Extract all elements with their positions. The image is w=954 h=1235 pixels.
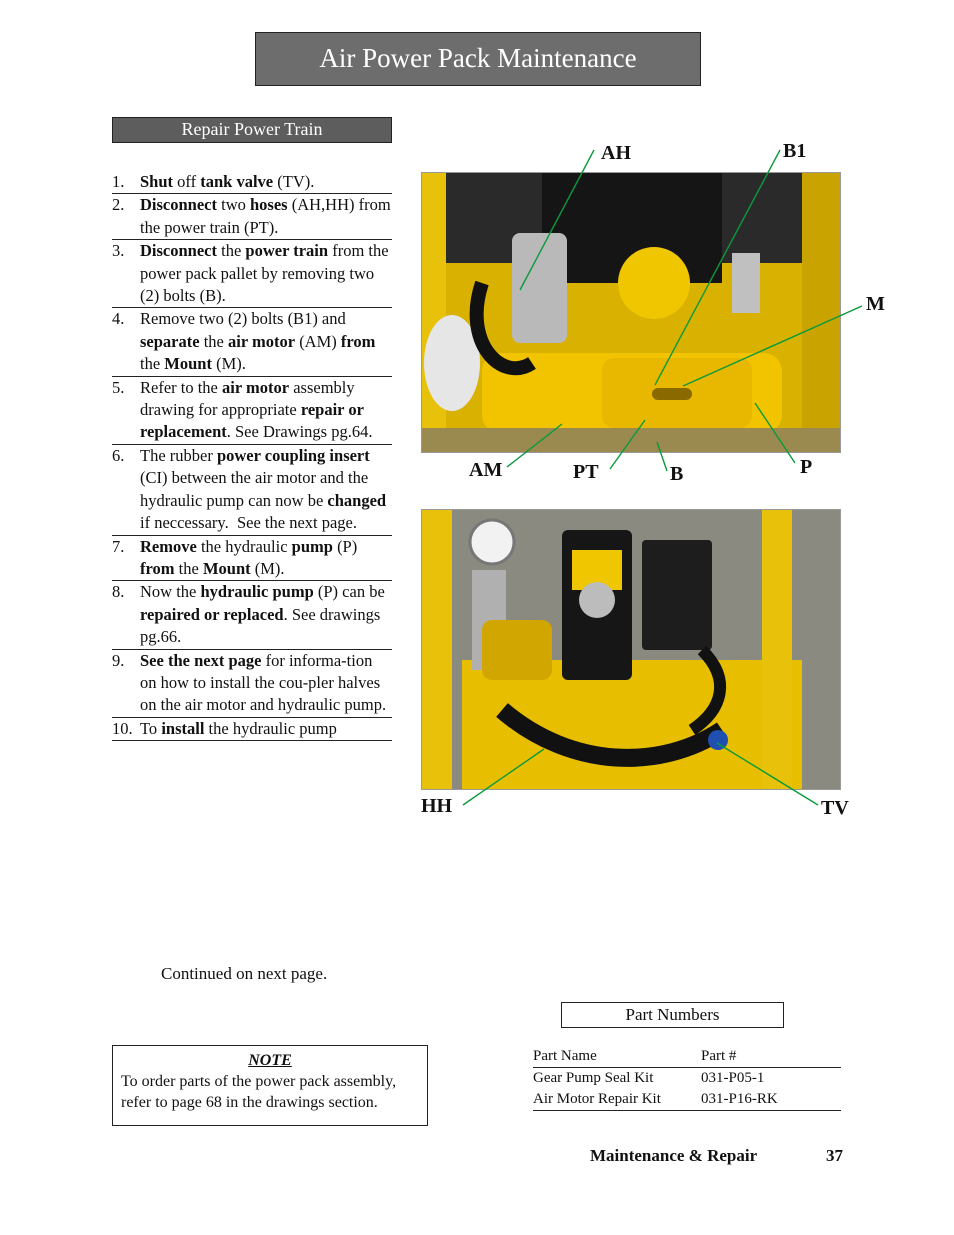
callout-am: AM: [469, 459, 503, 481]
step-text: Remove the hydraulic pump (P) from the Mount (M).: [140, 536, 358, 578]
step-number: 9.: [112, 650, 125, 670]
part-name: Air Motor Repair Kit: [533, 1091, 661, 1107]
procedure-step: [112, 171, 392, 194]
procedure-step: [112, 650, 392, 718]
note-text: To order parts of the power pack assembly, refer to page 68 in the drawings section.: [121, 1073, 397, 1111]
procedure-steps: [112, 171, 392, 741]
note-box: [112, 1045, 428, 1126]
step-text: Remove two (2) bolts (B1) and separate the air motor (AM) from the Mount (M).: [140, 309, 376, 374]
step-text: Refer to the air motor assembly drawing for appropriate repair or replacement. See Drawings pg.64.: [140, 377, 373, 442]
note-title: NOTE: [248, 1052, 292, 1069]
page-title: Air Power Pack Maintenance: [255, 32, 701, 86]
procedure-step: [112, 240, 392, 308]
callout-m: M: [866, 293, 885, 315]
part-numbers-table: [533, 1046, 841, 1111]
callout-b1: B1: [783, 140, 807, 162]
column-header-part-number: Part #: [701, 1048, 737, 1064]
step-number: 7.: [112, 536, 125, 556]
footer-section-name: Maintenance & Repair: [590, 1146, 758, 1165]
step-text: Disconnect two hoses (AH,HH) from the power train (PT).: [140, 195, 391, 237]
page-number: 37: [826, 1146, 843, 1165]
callout-hh: HH: [421, 795, 453, 817]
step-text: See the next page for informa-tion on how to install the cou-pler halves on the air motor and hydraulic pump.: [140, 650, 387, 715]
table-header-row: [533, 1046, 841, 1068]
hose-valve-photo: [421, 509, 841, 790]
step-text: The rubber power coupling insert (CI) between the air motor and the hydraulic pump can now be changed if neccessary. See the next page.: [140, 445, 387, 533]
step-text: Now the hydraulic pump (P) can be repaired or replaced. See drawings pg.66.: [140, 582, 385, 647]
step-number: 8.: [112, 582, 125, 602]
step-number: 5.: [112, 377, 125, 397]
part-name: Gear Pump Seal Kit: [533, 1070, 654, 1086]
step-text: To install the hydraulic pump: [140, 718, 337, 738]
step-number: 4.: [112, 309, 125, 329]
step-number: 2.: [112, 195, 125, 215]
procedure-step: [112, 718, 392, 741]
table-row: [533, 1089, 841, 1111]
continued-note: Continued on next page.: [161, 964, 328, 983]
procedure-step: [112, 445, 392, 536]
procedure-step: [112, 308, 392, 376]
procedure-step: [112, 536, 392, 582]
callout-b: B: [670, 463, 684, 485]
step-number: 1.: [112, 172, 125, 191]
step-text: Disconnect the power train from the power pack pallet by removing two (2) bolts (B).: [140, 241, 389, 306]
part-number: 031-P16-RK: [701, 1091, 778, 1107]
step-text: Shut off tank valve (TV).: [140, 172, 315, 191]
section-heading: Repair Power Train: [112, 117, 392, 143]
part-numbers-heading: Part Numbers: [561, 1002, 784, 1028]
step-number: 3.: [112, 241, 125, 261]
callout-p: P: [800, 456, 813, 478]
callout-ah: AH: [601, 142, 631, 164]
power-train-photo: [421, 172, 841, 453]
procedure-step: [112, 194, 392, 240]
table-row: [533, 1068, 841, 1089]
procedure-step: [112, 377, 392, 445]
part-number: 031-P05-1: [701, 1070, 765, 1086]
callout-pt: PT: [573, 461, 599, 483]
step-number: 10.: [112, 718, 133, 738]
column-header-part-name: Part Name: [533, 1048, 597, 1064]
procedure-step: [112, 581, 392, 649]
step-number: 6.: [112, 445, 125, 465]
callout-tv: TV: [821, 797, 849, 819]
